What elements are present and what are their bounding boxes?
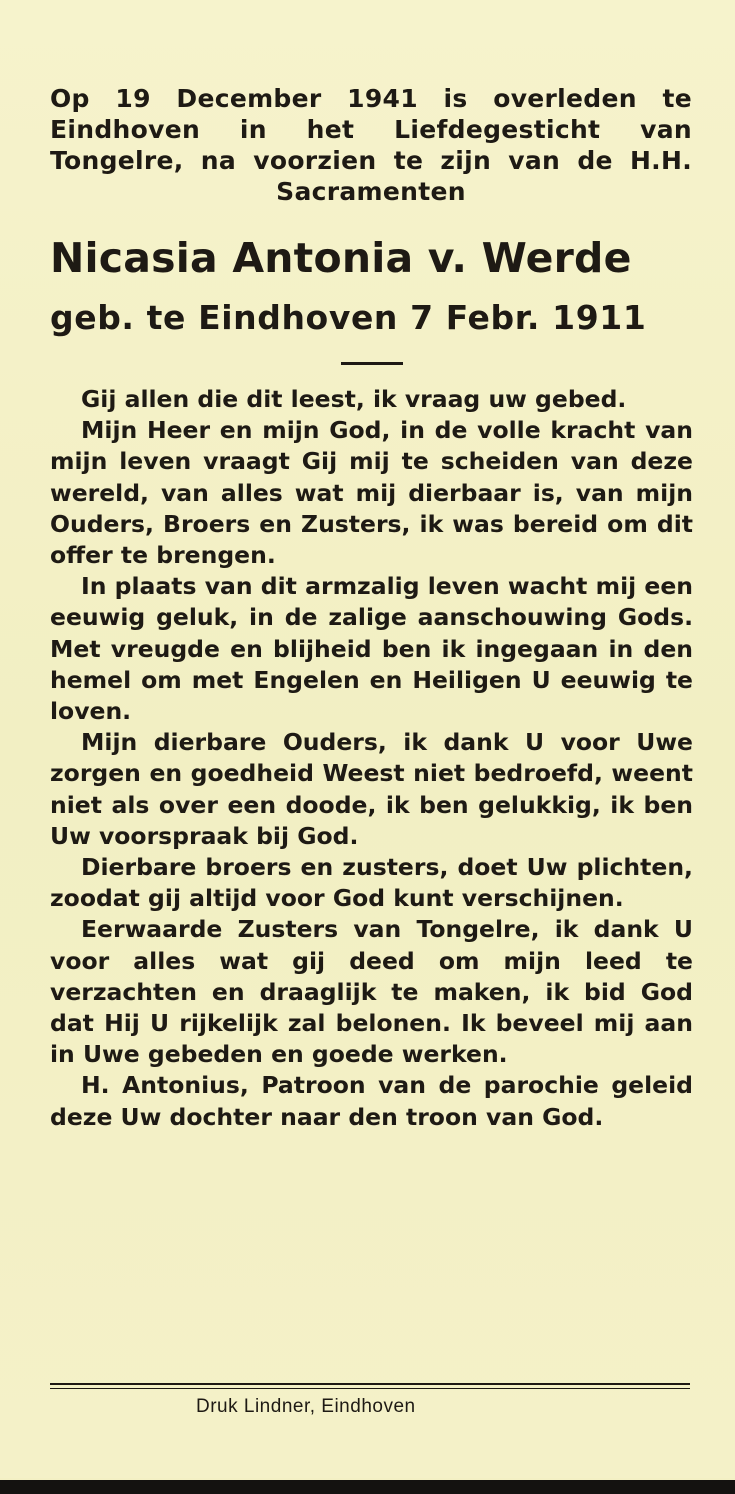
death-announcement: Op 19 December 1941 is overleden te Eindhoven in het Liefdegesticht van Tongelre, na voorzien te zijn van de H.H. Sacramenten	[50, 84, 692, 206]
birth-line: geb. te Eindhoven 7 Febr. 1911	[50, 298, 647, 337]
deceased-name: Nicasia Antonia v. Werde	[50, 234, 632, 282]
card-bottom-edge	[0, 1480, 735, 1494]
printer-credit: Druk Lindner, Eindhoven	[196, 1396, 416, 1417]
prayer-paragraph: Eerwaarde Zusters van Tongelre, ik dank U voor alles wat gij deed om mijn leed te verzachten en draaglijk te maken, ik bid God dat Hij U rijkelijk zal belonen. Ik beveel mij aan in Uwe gebeden en goede werken.	[50, 915, 693, 1069]
prayer-text	[50, 384, 693, 1133]
prayer-paragraph: Mijn dierbare Ouders, ik dank U voor Uwe zorgen en goedheid Weest niet bedroefd, weent niet als over een doode, ik ben gelukkig, ik ben Uw voorspraak bij God.	[50, 728, 693, 850]
prayer-paragraph: Mijn Heer en mijn God, in de volle kracht van mijn leven vraagt Gij mij te scheiden van deze wereld, van alles wat mij dierbaar is, van mijn Ouders, Broers en Zusters, ik was bereid om dit offer te brengen.	[50, 416, 693, 570]
footer-rule-thin	[50, 1388, 690, 1389]
prayer-paragraph: H. Antonius, Patroon van de parochie geleid deze Uw dochter naar den troon van God.	[50, 1071, 693, 1131]
decorative-divider	[341, 362, 403, 365]
prayer-paragraph: Gij allen die dit leest, ik vraag uw gebed.	[81, 385, 627, 413]
prayer-paragraph: Dierbare broers en zusters, doet Uw plichten, zoodat gij altijd voor God kunt verschijnen.	[50, 853, 693, 913]
footer-rule	[50, 1383, 690, 1385]
prayer-paragraph: In plaats van dit armzalig leven wacht mij een eeuwig geluk, in de zalige aanschouwing Gods. Met vreugde en blijheid ben ik ingegaan in den hemel om met Engelen en Heiligen U eeuwig te loven.	[50, 572, 693, 726]
